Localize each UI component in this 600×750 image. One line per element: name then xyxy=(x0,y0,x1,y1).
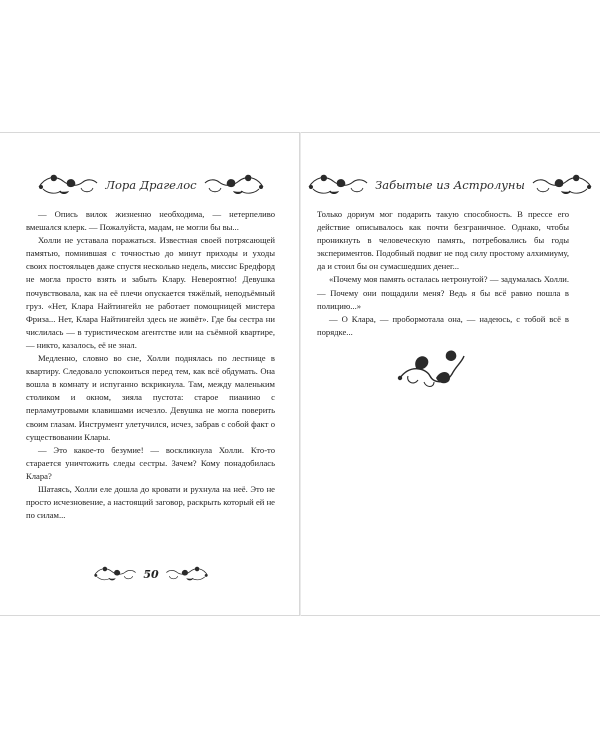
floral-flourish-icon xyxy=(203,173,265,197)
floral-flourish-icon xyxy=(37,173,99,197)
left-running-head xyxy=(22,170,280,200)
paragraph: Холли не уставала поражаться. Известная своей потрясающей памятью, помнившая с точностью до минут приходы и уходы своих постояльцев даже спустя несколько недель, миссис Бредфорд не могла просто взять и забыть Клару. Невероятно! Девушка почувствовала, как на её плечи опускается тяжёлый, неподъёмный груз. «Нет, Клара Найтингейл не работает помощницей мистера Фриза... Нет, Клара Найтингейл здесь не живёт». Где бы сестра ни числилась — в туристическом агентстве или на съёмной квартире, — никто, казалось, её не знал. xyxy=(26,235,275,350)
floral-flourish-icon xyxy=(307,173,369,197)
book-title: Забытые из Астролуны xyxy=(375,178,525,192)
page-number: 50 xyxy=(143,567,159,581)
floral-flourish-icon xyxy=(531,173,593,197)
book-spread xyxy=(0,132,600,616)
page-folio xyxy=(22,562,280,586)
author-name: Лора Драгелос xyxy=(105,178,197,192)
left-page xyxy=(0,132,299,616)
paragraph: — О Клара, — пробормотала она, — надеюсь, с тобой всё в порядке... xyxy=(317,313,569,337)
paragraph: — Это какое-то безумие! — воскликнула Холли. Кто-то старается уничтожить следы сестры. Зачем? Кому понадобилась Клара? xyxy=(26,444,275,481)
right-running-head xyxy=(321,170,579,200)
floral-flourish-icon xyxy=(93,564,137,584)
right-page xyxy=(301,132,600,616)
paragraph: Шатаясь, Холли еле дошла до кровати и рухнула на неё. Это не просто исчезновение, а настоящий заговор, раскрыть который ей не по силам... xyxy=(26,483,275,521)
left-page-text xyxy=(26,208,275,522)
floral-ornament-icon xyxy=(396,344,466,388)
floral-flourish-icon xyxy=(165,564,209,584)
right-page-text xyxy=(317,208,569,339)
paragraph: — Опись вилок жизненно необходима, — нетерпеливо вмешался клерк. — Пожалуйста, мадам, не могли бы вы... xyxy=(26,209,275,233)
paragraph: Медленно, словно во сне, Холли поднялась по лестнице в квартиру. Следовало успокоиться перед тем, как всё обдумать. Она вошла в комнату и испуганно вскрикнула. Там, между маленьким столиком и окном, зияла пустота: старое пианино с перламутровыми клавишами исчезло. Девушка не могла поверить своим глазам. Инструмент улетучился, исчез, забрав с собой факт о существовании Клары. xyxy=(26,353,275,442)
paragraph: Только дориум мог подарить такую способность. В прессе его действие описывалось как почти безграничное. Однако, чтобы проникнуть в человеческую память, потребовались бы годы экспериментов. Подобный подвиг не под силу простому алхимиуму, да и стоил бы он сумасшедших денег... xyxy=(317,209,569,272)
paragraph: «Почему моя память осталась нетронутой? — задумалась Холли. — Почему они пощадили меня? Ведь я бы всё равно пошла в полицию...» xyxy=(317,274,569,311)
